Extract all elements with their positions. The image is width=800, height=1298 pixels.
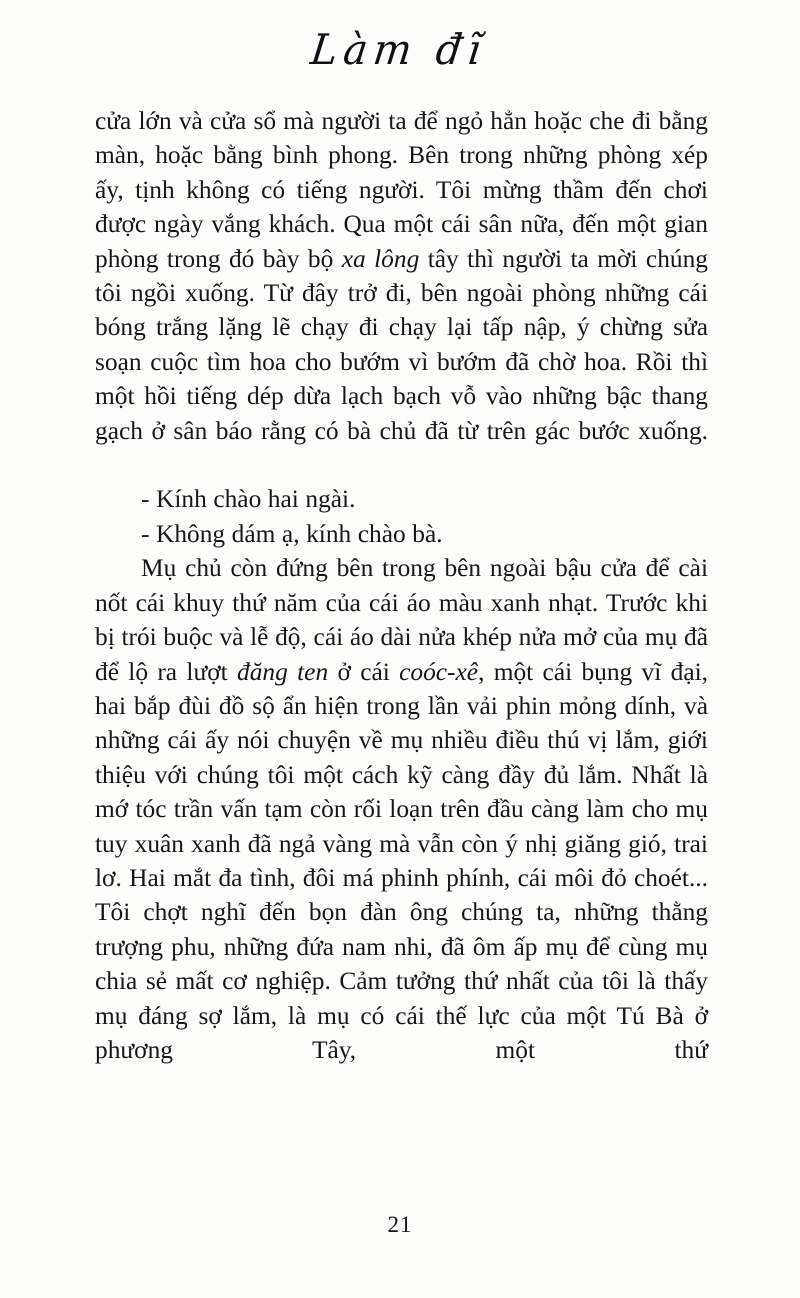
body-text-block [95,104,708,1102]
running-head [0,16,800,92]
italic-term: xa lông [341,244,420,273]
paragraph [95,104,708,482]
running-head-title: Làm đĩ [308,26,490,75]
text-run: , một cái bụng vĩ đại, hai bắp đùi đồ sộ ẩn hiện trong lần vải phin mỏng dính, và những cái ấy nói chuyện về mụ nhiều điều thú vị lắm, giới thiệu với chúng tôi một cách kỹ càng đầy đủ lắm. Nhất là mớ tóc trần vấn tạm còn rối loạn trên đầu càng làm cho mụ tuy xuân xanh đã ngả vàng mà vẫn còn ý nhị giăng gió, trai lơ. Hai mắt đa tình, đôi má phinh phính, cái môi đỏ choét... Tôi chợt nghĩ đến bọn đàn ông chúng ta, những thằng trượng phu, những đứa nam nhi, đã ôm ấp mụ để cùng mụ chia sẻ mất cơ nghiệp. Cảm tưởng thứ nhất của tôi là thấy mụ đáng sợ lắm, là mụ có cái thế lực của một Tú Bà ở phương Tây, một thứ [95,657,708,1064]
italic-term: coóc-xê [399,657,479,686]
text-run: tây thì người ta mời chúng tôi ngồi xuống. Từ đây trở đi, bên ngoài phòng những cái bóng trắng lặng lẽ chạy đi chạy lại tấp nập, ý chừng sửa soạn cuộc tìm hoa cho bướm vì bướm đã chờ hoa. Rồi thì một hồi tiếng dép dừa lạch bạch vỗ vào những bậc thang gạch ở sân báo rằng có bà chủ đã từ trên gác bước xuống. [95,244,708,445]
italic-term: đăng ten [237,657,329,686]
paragraph [95,517,708,551]
text-run: - Không dám ạ, kính chào bà. [141,519,443,548]
text-run: cửa lớn và cửa sổ mà người ta để ngỏ hẳn hoặc che đi bằng màn, hoặc bằng bình phong. Bên trong những phòng xép ấy, tịnh không có tiếng người. Tôi mừng thầm đến chơi được ngày vắng khách. Qua một cái sân nữa, đến một gian phòng trong đó bày bộ [95,107,708,273]
text-run: - Kính chào hai ngài. [141,485,356,514]
paragraph [95,482,708,516]
text-run: Mụ chủ còn đứng bên trong bên ngoài bậu cửa để cài nốt cái khuy thứ năm của cái áo màu xanh nhạt. Trước khi bị trói buộc và lễ độ, cái áo dài nửa khép nửa mở của mụ đã để lộ ra lượt [95,554,708,686]
paragraph [95,551,708,1102]
page-number: 21 [387,1212,413,1237]
text-run: ở cái [328,657,400,686]
